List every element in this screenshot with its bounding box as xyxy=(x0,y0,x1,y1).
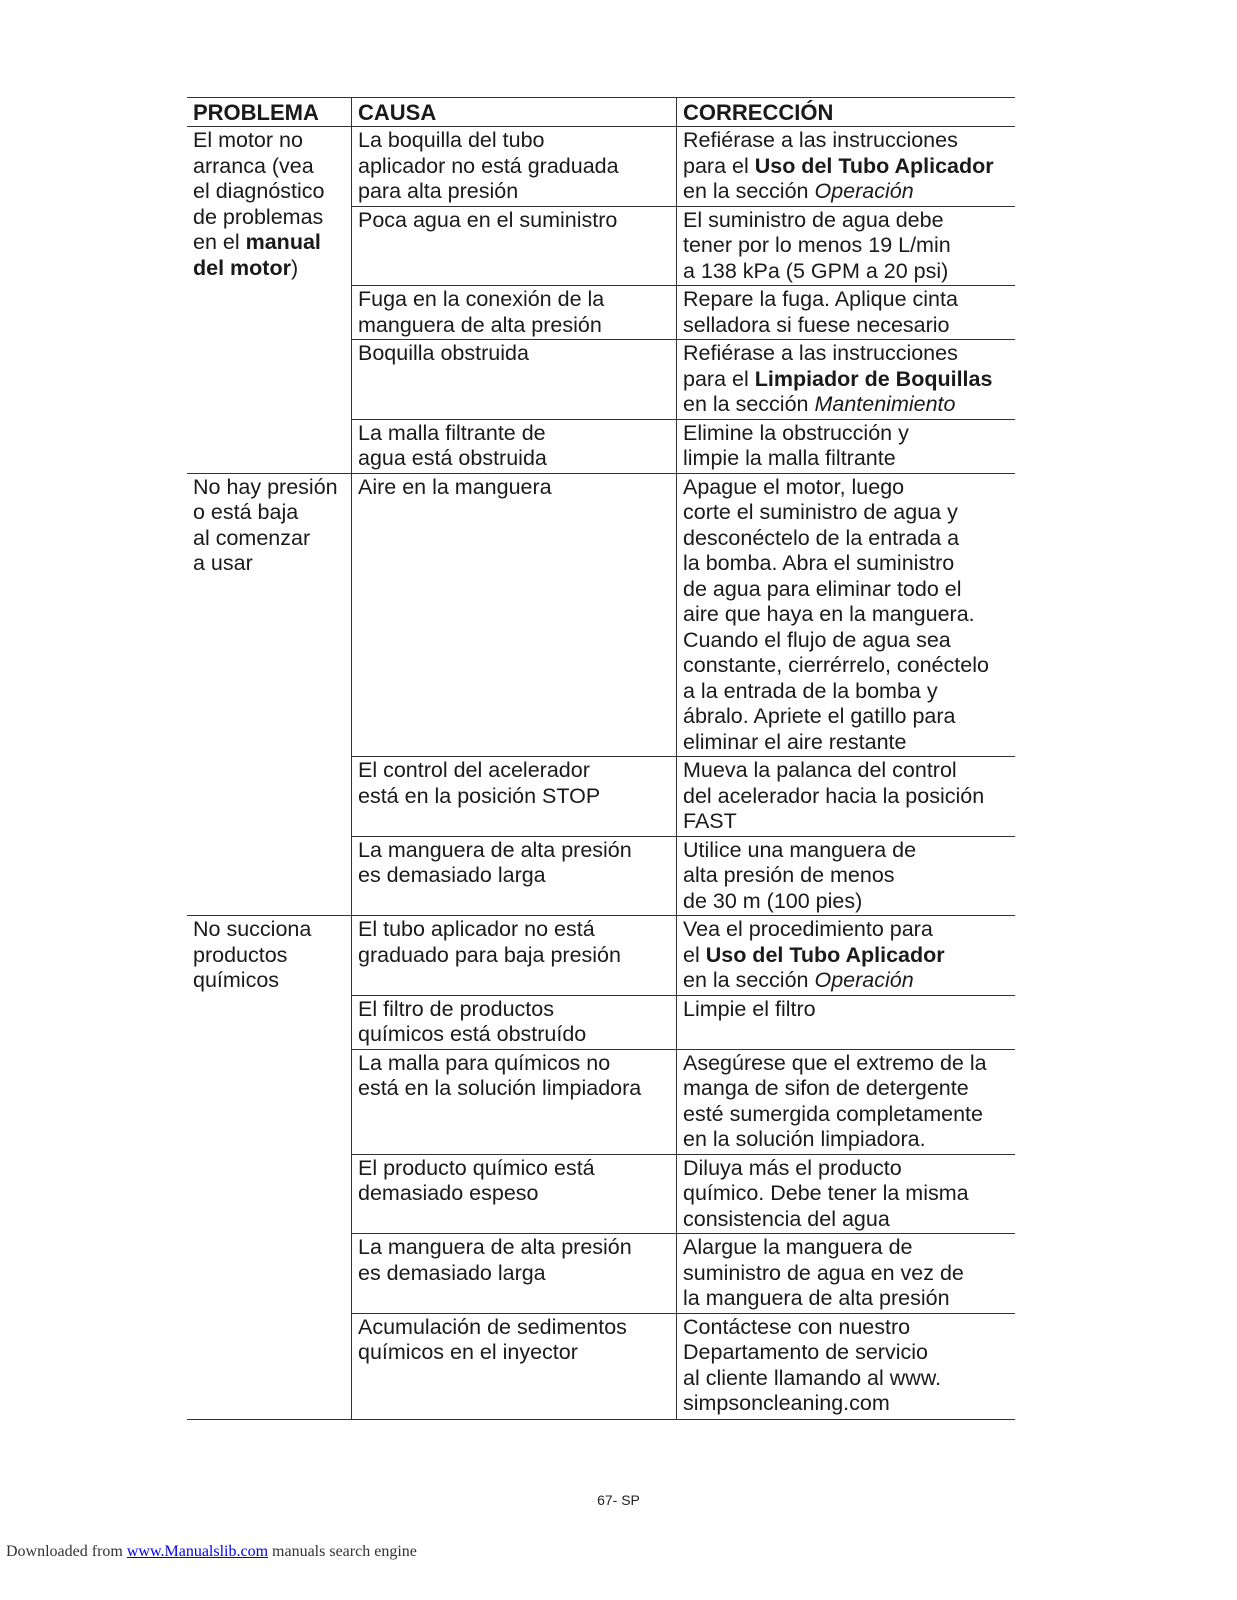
text-segment: en la sección xyxy=(683,179,815,203)
text-line xyxy=(193,128,351,154)
correction-cell xyxy=(676,756,1015,836)
manualslib-link[interactable]: www.Manualslib.com xyxy=(126,1543,269,1560)
text-segment: Fuga en la conexión de la xyxy=(358,287,605,311)
text-line xyxy=(683,1181,1015,1207)
text-segment: La malla filtrante de xyxy=(358,420,546,445)
text-segment: Cuando el flujo de agua sea xyxy=(683,627,951,652)
text-segment: para el xyxy=(683,153,755,178)
text-line xyxy=(683,943,1015,969)
text-line xyxy=(193,475,351,501)
text-line xyxy=(683,1076,1015,1102)
text-segment: a 138 kPa (5 GPM a 20 psi) xyxy=(683,258,949,283)
text-segment: El producto químico está xyxy=(358,1155,595,1180)
text-line xyxy=(358,1076,676,1102)
text-line xyxy=(358,863,676,889)
text-segment: de 30 m (100 pies) xyxy=(683,888,863,913)
text-line xyxy=(683,313,1015,339)
text-segment: El motor no xyxy=(193,128,303,152)
text-segment: El filtro de productos xyxy=(358,996,554,1021)
text-line xyxy=(683,1315,1015,1341)
text-line xyxy=(683,179,1015,205)
text-segment: al cliente llamando al www. xyxy=(683,1365,942,1390)
text-segment: agua está obstruida xyxy=(358,446,547,470)
text-segment: Mantenimiento xyxy=(814,392,956,416)
text-segment: limpie la malla filtrante xyxy=(683,446,896,470)
cause-cell xyxy=(351,127,676,206)
text-segment: está en la solución limpiadora xyxy=(358,1076,642,1100)
text-line xyxy=(358,917,676,943)
correction-cell xyxy=(676,473,1015,757)
text-line xyxy=(683,628,1015,654)
text-segment: FAST xyxy=(683,809,737,833)
text-line xyxy=(683,341,1015,367)
text-segment: Acumulación de sedimentos xyxy=(358,1314,627,1339)
troubleshooting-grid xyxy=(187,97,1015,1420)
text-segment: manual xyxy=(245,230,321,254)
text-line xyxy=(358,154,676,180)
text-segment: en la solución limpiadora. xyxy=(683,1127,926,1151)
text-line xyxy=(683,1102,1015,1128)
text-line xyxy=(358,758,676,784)
text-line xyxy=(683,1391,1015,1417)
text-segment: aire que haya en la manguera. xyxy=(683,602,975,626)
text-segment: Operación xyxy=(814,179,914,203)
text-segment: suministro de agua en vez de xyxy=(683,1260,964,1285)
text-line xyxy=(683,1207,1015,1233)
text-line xyxy=(683,392,1015,418)
header-problema: PROBLEMA xyxy=(187,98,351,127)
text-segment: químicos en el inyector xyxy=(358,1340,578,1364)
text-segment: en la sección xyxy=(683,968,815,992)
text-line xyxy=(193,230,351,256)
text-segment: Uso del Tubo Aplicador xyxy=(754,153,994,178)
text-line xyxy=(683,233,1015,259)
text-segment: La boquilla del tubo xyxy=(358,128,545,152)
text-segment: aplicador no está graduada xyxy=(358,153,619,178)
text-segment: está en la posición STOP xyxy=(358,783,601,808)
cause-cell xyxy=(351,285,676,339)
text-line xyxy=(683,128,1015,154)
text-segment: químicos está obstruído xyxy=(358,1022,587,1046)
text-segment: No succiona xyxy=(193,917,312,941)
text-segment: del motor xyxy=(193,255,291,280)
text-line xyxy=(683,526,1015,552)
text-segment: Refiérase a las instrucciones xyxy=(683,341,958,365)
correction-cell xyxy=(676,1313,1015,1419)
problem-cell xyxy=(187,127,351,473)
text-line xyxy=(193,968,351,994)
text-line xyxy=(193,917,351,943)
text-line xyxy=(358,1051,676,1077)
text-line xyxy=(358,208,676,234)
text-segment: en la sección xyxy=(683,392,815,416)
text-segment: Departamento de servicio xyxy=(683,1340,928,1364)
page-number: 67- SP xyxy=(597,1492,640,1508)
text-segment: Refiérase a las instrucciones xyxy=(683,128,958,152)
text-line xyxy=(683,730,1015,756)
text-segment: Uso del Tubo Aplicador xyxy=(705,942,945,967)
text-segment: en el xyxy=(193,230,246,254)
text-line xyxy=(683,1286,1015,1312)
text-segment: Diluya más el producto xyxy=(683,1155,902,1180)
text-line xyxy=(358,421,676,447)
text-segment: a usar xyxy=(193,551,253,575)
problem-cell xyxy=(187,473,351,916)
text-segment: es demasiado larga xyxy=(358,1260,546,1285)
text-segment: la bomba. Abra el suministro xyxy=(683,551,955,575)
text-segment: para el xyxy=(683,366,755,391)
text-segment: La manguera de alta presión xyxy=(358,837,632,862)
text-segment: Limpie el filtro xyxy=(683,996,816,1021)
cause-cell xyxy=(351,915,676,995)
text-line xyxy=(683,968,1015,994)
text-line xyxy=(683,679,1015,705)
text-segment: eliminar el aire restante xyxy=(683,729,907,754)
text-line xyxy=(358,475,676,501)
text-segment: de problemas xyxy=(193,204,324,229)
text-segment: No hay presión xyxy=(193,474,338,499)
text-segment: químico. Debe tener la misma xyxy=(683,1181,969,1205)
text-segment: del acelerador hacia la posición xyxy=(683,783,985,808)
header-causa: CAUSA xyxy=(351,98,676,127)
text-segment: químicos xyxy=(193,968,280,992)
text-segment: Asegúrese que el extremo de la xyxy=(683,1050,987,1075)
text-segment: desconéctelo de la entrada a xyxy=(683,525,960,550)
text-segment: arranca (vea xyxy=(193,153,314,178)
text-line xyxy=(358,1181,676,1207)
cause-cell xyxy=(351,206,676,286)
text-line xyxy=(683,1340,1015,1366)
cause-cell xyxy=(351,419,676,473)
text-line xyxy=(358,1340,676,1366)
text-segment: El suministro de agua debe xyxy=(683,207,944,232)
cause-cell xyxy=(351,1313,676,1419)
text-line xyxy=(193,179,351,205)
text-line xyxy=(358,313,676,339)
text-line xyxy=(683,500,1015,526)
text-line xyxy=(683,653,1015,679)
cause-cell xyxy=(351,1154,676,1234)
text-line xyxy=(683,1051,1015,1077)
text-line xyxy=(358,997,676,1023)
cause-cell xyxy=(351,1049,676,1154)
text-segment: graduado para baja presión xyxy=(358,942,621,967)
text-line xyxy=(683,421,1015,447)
correction-cell xyxy=(676,995,1015,1049)
correction-cell xyxy=(676,339,1015,419)
text-line xyxy=(683,704,1015,730)
text-line xyxy=(683,154,1015,180)
text-line xyxy=(683,208,1015,234)
header-correccion: CORRECCIÓN xyxy=(676,98,1015,127)
text-segment: El tubo aplicador no está xyxy=(358,917,595,941)
text-line xyxy=(683,367,1015,393)
text-segment: Aire en la manguera xyxy=(358,474,552,499)
text-line xyxy=(358,446,676,472)
text-line xyxy=(193,154,351,180)
text-line xyxy=(683,551,1015,577)
cause-cell xyxy=(351,995,676,1049)
text-line xyxy=(193,943,351,969)
footer-suffix: manuals search engine xyxy=(268,1543,417,1560)
text-line xyxy=(193,205,351,231)
correction-cell xyxy=(676,127,1015,206)
text-line xyxy=(193,526,351,552)
text-segment: consistencia del agua xyxy=(683,1206,890,1231)
text-segment: Limpiador de Boquillas xyxy=(754,366,993,391)
cause-cell xyxy=(351,1233,676,1313)
text-line xyxy=(358,341,676,367)
text-line xyxy=(683,863,1015,889)
cause-cell xyxy=(351,756,676,836)
text-line xyxy=(683,1235,1015,1261)
troubleshooting-table xyxy=(187,97,1015,1420)
text-segment: es demasiado larga xyxy=(358,863,546,887)
text-segment: esté sumergida completamente xyxy=(683,1101,983,1126)
text-segment: manga de sifon de detergente xyxy=(683,1076,969,1100)
text-line xyxy=(683,475,1015,501)
correction-cell xyxy=(676,1154,1015,1234)
text-line xyxy=(358,784,676,810)
text-segment: Alargue la manguera de xyxy=(683,1235,913,1259)
correction-cell xyxy=(676,419,1015,473)
text-line xyxy=(358,1022,676,1048)
text-line xyxy=(683,997,1015,1023)
text-segment: demasiado espeso xyxy=(358,1181,539,1205)
text-segment: selladora si fuese necesario xyxy=(683,312,950,337)
text-line xyxy=(683,809,1015,835)
text-line xyxy=(358,943,676,969)
text-segment: Vea el procedimiento para xyxy=(683,917,933,941)
text-segment: productos xyxy=(193,942,288,967)
text-segment: Utilice una manguera de xyxy=(683,837,917,862)
text-line xyxy=(683,889,1015,915)
text-line xyxy=(683,287,1015,313)
text-line xyxy=(683,758,1015,784)
text-line xyxy=(358,1315,676,1341)
text-segment: corte el suministro de agua y xyxy=(683,500,958,524)
correction-cell xyxy=(676,915,1015,995)
footer-prefix: Downloaded from xyxy=(6,1543,127,1560)
text-line xyxy=(683,1366,1015,1392)
text-line xyxy=(193,500,351,526)
text-line xyxy=(683,917,1015,943)
text-segment: manguera de alta presión xyxy=(358,312,602,337)
text-line xyxy=(358,1156,676,1182)
correction-cell xyxy=(676,206,1015,286)
text-line xyxy=(358,1235,676,1261)
download-footer xyxy=(6,1543,417,1561)
correction-cell xyxy=(676,1049,1015,1154)
text-line xyxy=(683,838,1015,864)
text-segment: tener por lo menos 19 L/min xyxy=(683,233,951,257)
text-segment: o está baja xyxy=(193,500,299,524)
text-segment: para alta presión xyxy=(358,179,519,203)
text-segment: simpsoncleaning.com xyxy=(683,1391,890,1415)
problem-cell xyxy=(187,915,351,1419)
text-line xyxy=(193,551,351,577)
text-line xyxy=(683,1127,1015,1153)
text-line xyxy=(683,259,1015,285)
text-line xyxy=(358,838,676,864)
text-line xyxy=(683,446,1015,472)
text-segment: La manguera de alta presión xyxy=(358,1235,632,1259)
text-segment: al comenzar xyxy=(193,525,311,550)
text-segment: el xyxy=(683,942,706,967)
text-line xyxy=(193,256,351,282)
text-line xyxy=(358,287,676,313)
text-line xyxy=(683,784,1015,810)
text-segment: La malla para químicos no xyxy=(358,1050,611,1075)
text-segment: Apague el motor, luego xyxy=(683,474,905,499)
text-segment: Repare la fuga. Aplique cinta xyxy=(683,287,958,311)
text-line xyxy=(358,179,676,205)
text-segment: Poca agua en el suministro xyxy=(358,207,618,232)
cause-cell xyxy=(351,836,676,916)
text-segment: de agua para eliminar todo el xyxy=(683,576,962,601)
text-line xyxy=(358,128,676,154)
text-segment: alta presión de menos xyxy=(683,863,895,887)
correction-cell xyxy=(676,836,1015,916)
text-segment: Boquilla obstruida xyxy=(358,341,529,365)
text-line xyxy=(683,602,1015,628)
text-line xyxy=(683,577,1015,603)
correction-cell xyxy=(676,1233,1015,1313)
text-segment: Contáctese con nuestro xyxy=(683,1314,911,1339)
text-line xyxy=(683,1156,1015,1182)
text-segment: Operación xyxy=(814,968,914,992)
text-segment: el diagnóstico xyxy=(193,179,325,203)
correction-cell xyxy=(676,285,1015,339)
text-segment: Elimine la obstrucción y xyxy=(683,420,909,445)
text-segment: constante, cierrérrelo, conéctelo xyxy=(683,653,989,677)
cause-cell xyxy=(351,339,676,419)
text-segment: El control del acelerador xyxy=(358,758,590,782)
text-segment: a la entrada de la bomba y xyxy=(683,678,938,703)
text-line xyxy=(358,1261,676,1287)
text-segment: la manguera de alta presión xyxy=(683,1286,950,1310)
text-line xyxy=(683,1261,1015,1287)
text-segment: ) xyxy=(290,255,299,280)
text-segment: ábralo. Apriete el gatillo para xyxy=(683,704,956,728)
cause-cell xyxy=(351,473,676,757)
text-segment: Mueva la palanca del control xyxy=(683,758,957,782)
